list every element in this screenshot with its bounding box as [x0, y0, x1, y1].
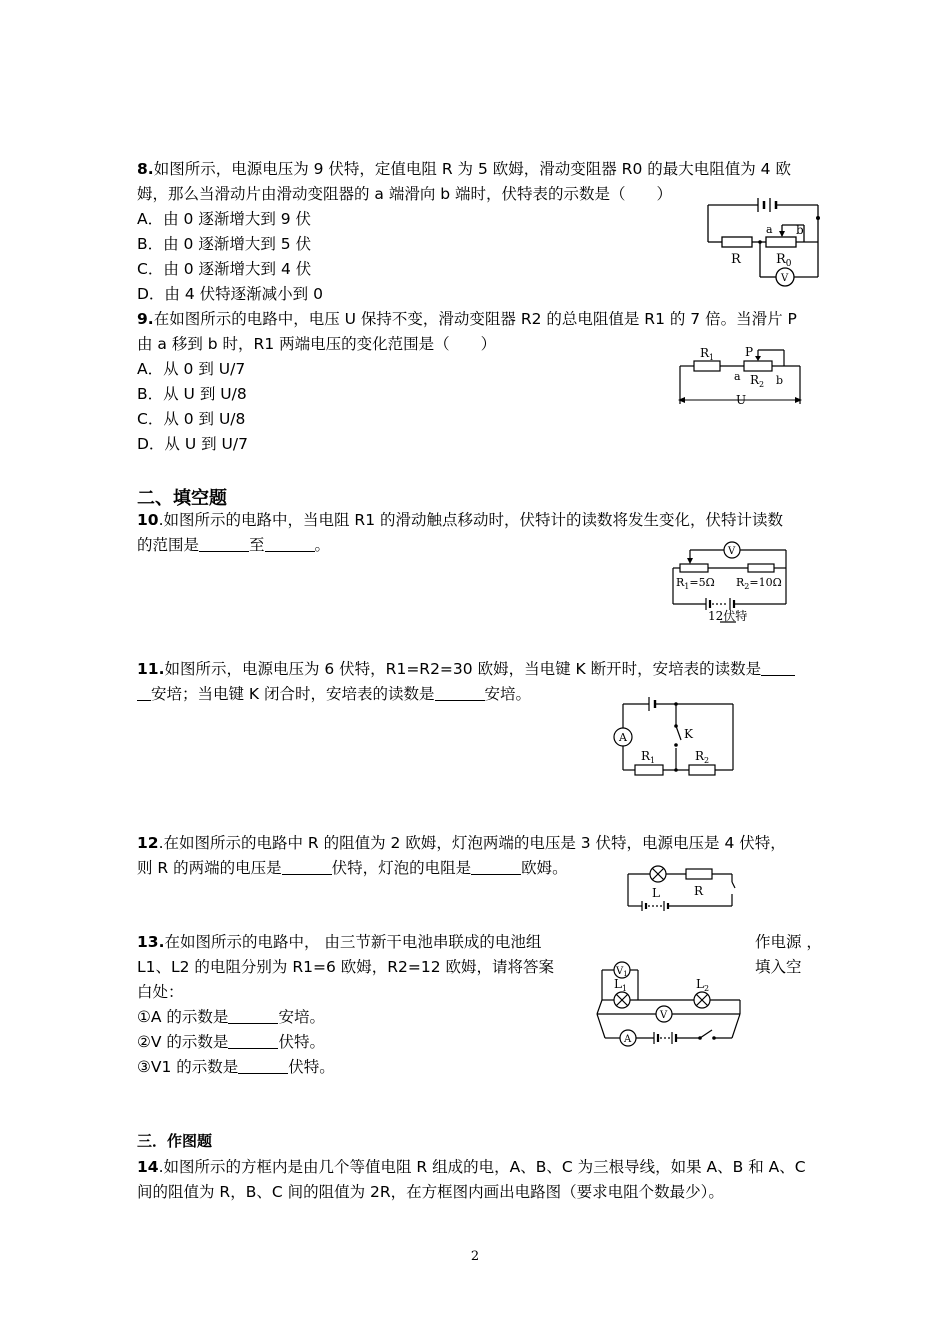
q11-number: 11. [137, 660, 165, 678]
q8-line2: 姆，那么当滑动片由滑动变阻器的 a 端滑向 b 端时，伏特表的示数是（ ） [137, 185, 673, 203]
q9-label-r2: $R_2$ [750, 373, 765, 389]
q11-ammeter-a: A [619, 731, 627, 744]
q8-option-d: D．由 4 伏特逐渐减小到 0 [137, 285, 323, 303]
q12-text2c: 欧姆。 [521, 859, 568, 877]
q11-text2b: 安培。 [484, 685, 532, 703]
q10-text2c: 。 [314, 536, 331, 554]
q8-option-b: B．由 0 逐渐增大到 5 伏 [137, 235, 312, 253]
q8-label-b: b [796, 223, 804, 237]
q9-circuit-diagram [672, 342, 812, 414]
q13-blank-2[interactable] [228, 1032, 278, 1049]
q13-item3-text: ③V1 的示数是 [137, 1058, 239, 1076]
q13-line1 [137, 930, 541, 955]
q13-blank-3[interactable] [238, 1057, 288, 1074]
q13-voltmeter-v1: $V_1$ [616, 966, 628, 978]
q14-number: 14 [137, 1158, 159, 1176]
q8-circuit-diagram [700, 195, 830, 295]
q9-label-u: U [736, 393, 747, 407]
q11-circuit-diagram [605, 690, 740, 775]
q11-blank-1a[interactable] [761, 659, 795, 676]
q13-voltmeter-v: V [660, 1010, 668, 1021]
q11-blank-1b[interactable] [137, 684, 151, 701]
q10-label-r2: $R_2=10\Omega$ [736, 576, 782, 591]
q13-item3-unit: 伏特。 [288, 1058, 335, 1076]
section-3-title: 三．作图题 [137, 1132, 213, 1150]
q10-voltmeter-v: V [728, 546, 736, 557]
q9-label-r1: $R_1$ [700, 346, 715, 362]
q13-item2-text: ②V 的示数是 [137, 1033, 229, 1051]
q9-option-a: A．从 0 到 U/7 [137, 360, 246, 378]
q9-text1: 在如图所示的电路中，电压 U 保持不变，滑动变阻器 R2 的总电阻值是 R1 的 7 倍。当滑片 P [153, 310, 797, 328]
q12-text2b: 伏特，灯泡的电阻是 [331, 859, 472, 877]
q13-line3: 白处： [137, 983, 184, 1001]
q13-item1-text: ①A 的示数是 [137, 1008, 229, 1026]
q9-option-c: C．从 0 到 U/8 [137, 410, 246, 428]
q13-label-l1: $L_1$ [614, 977, 628, 993]
q10-number: 10 [137, 511, 159, 529]
q11-text2a: 安培；当电键 K 闭合时，安培表的读数是 [151, 685, 435, 703]
q12-line2 [137, 856, 568, 881]
q9-label-a: a [734, 370, 741, 383]
q13-item-1 [137, 1005, 325, 1030]
q12-circuit-diagram [622, 862, 742, 914]
q9-option-b: B．从 U 到 U/8 [137, 385, 247, 403]
q11-label-k: K [684, 727, 693, 741]
q13-item-3 [137, 1055, 335, 1080]
q10-label-r1: $R_1=5\Omega$ [676, 576, 715, 591]
q13-line1-right: 作电源 ， [755, 933, 822, 951]
q10-source-label: 12伏特 [708, 609, 748, 623]
q12-blank-2[interactable] [471, 858, 521, 875]
q14-text1: .如图所示的方框内是由几个等值电阻 R 组成的电，A、B、C 为三根导线，如果 A、B 和 A、C [158, 1158, 806, 1176]
q11-blank-2[interactable] [435, 684, 485, 701]
q13-line2-right: 填入空 [755, 958, 802, 976]
q11-line1 [137, 657, 795, 682]
q9-label-b: b [776, 374, 784, 387]
q8-text1: 如图所示，电源电压为 9 伏特，定值电阻 R 为 5 欧姆，滑动变阻器 R0 的最大电阻值为 4 欧 [153, 160, 791, 178]
q9-line2: 由 a 移到 b 时，R1 两端电压的变化范围是（ ） [137, 335, 497, 353]
page-number: 2 [470, 1249, 480, 1264]
q13-blank-1[interactable] [228, 1007, 278, 1024]
q13-ammeter-a: A [624, 1034, 632, 1045]
q12-number: 12 [137, 834, 159, 852]
q13-item-2 [137, 1030, 325, 1055]
q10-text2a: 的范围是 [137, 536, 200, 554]
q8-option-a: A．由 0 逐渐增大到 9 伏 [137, 210, 312, 228]
q10-text1: .如图所示的电路中，当电阻 R1 的滑动触点移动时，伏特计的读数将发生变化，伏特计读数 [158, 511, 783, 529]
q12-blank-1[interactable] [282, 858, 332, 875]
q13-text1a: 在如图所示的电路中， 由三节新干电池串联成的电池组 [164, 933, 542, 951]
q12-text1: .在如图所示的电路中 R 的阻值为 2 欧姆，灯泡两端的电压是 3 伏特，电源电压是 4 伏特， [158, 834, 786, 852]
q13-circuit-diagram [592, 958, 747, 1048]
q8-number: 8. [137, 160, 154, 178]
q11-label-r2: $R_2$ [695, 749, 710, 765]
q9-line1 [137, 307, 797, 332]
q8-voltmeter-v: V [781, 273, 789, 284]
q14-line2: 间的阻值为 R，B、C 间的阻值为 2R，在方框图内画出电路图（要求电阻个数最少）。 [137, 1183, 724, 1201]
q12-label-l: L [652, 886, 660, 900]
q13-line2: L1、L2 的电阻分别为 R1=6 欧姆，R2=12 欧姆，请将答案 [137, 958, 555, 976]
q8-option-c: C．由 0 逐渐增大到 4 伏 [137, 260, 312, 278]
q12-line1 [137, 831, 786, 856]
q10-blank-2[interactable] [265, 535, 315, 552]
q13-label-l2: $L_2$ [696, 977, 710, 993]
section-2-title: 二、填空题 [137, 488, 227, 509]
q10-circuit-diagram [668, 538, 798, 630]
q11-line2 [137, 682, 531, 707]
q10-line2 [137, 533, 330, 558]
q10-line1 [137, 508, 783, 533]
q11-label-r1: $R_1$ [641, 749, 656, 765]
q11-text1: 如图所示，电源电压为 6 伏特，R1=R2=30 欧姆，当电键 K 断开时，安培表的读数是 [164, 660, 762, 678]
q12-text2a: 则 R 的两端的电压是 [137, 859, 282, 877]
q9-number: 9. [137, 310, 154, 328]
q12-label-r: R [694, 884, 704, 898]
q13-number: 13. [137, 933, 165, 951]
q9-option-d: D．从 U 到 U/7 [137, 435, 248, 453]
q13-item2-unit: 伏特。 [278, 1033, 325, 1051]
q10-blank-1[interactable] [199, 535, 249, 552]
q9-label-p: P [745, 345, 754, 359]
q8-line1 [137, 157, 791, 182]
q10-text2b: 至 [249, 536, 265, 554]
q8-label-r: R [731, 252, 741, 267]
q14-line1 [137, 1155, 806, 1180]
q8-label-r0: $R_0$ [776, 252, 792, 269]
q8-label-a: a [766, 223, 773, 236]
q13-item1-unit: 安培。 [278, 1008, 325, 1026]
